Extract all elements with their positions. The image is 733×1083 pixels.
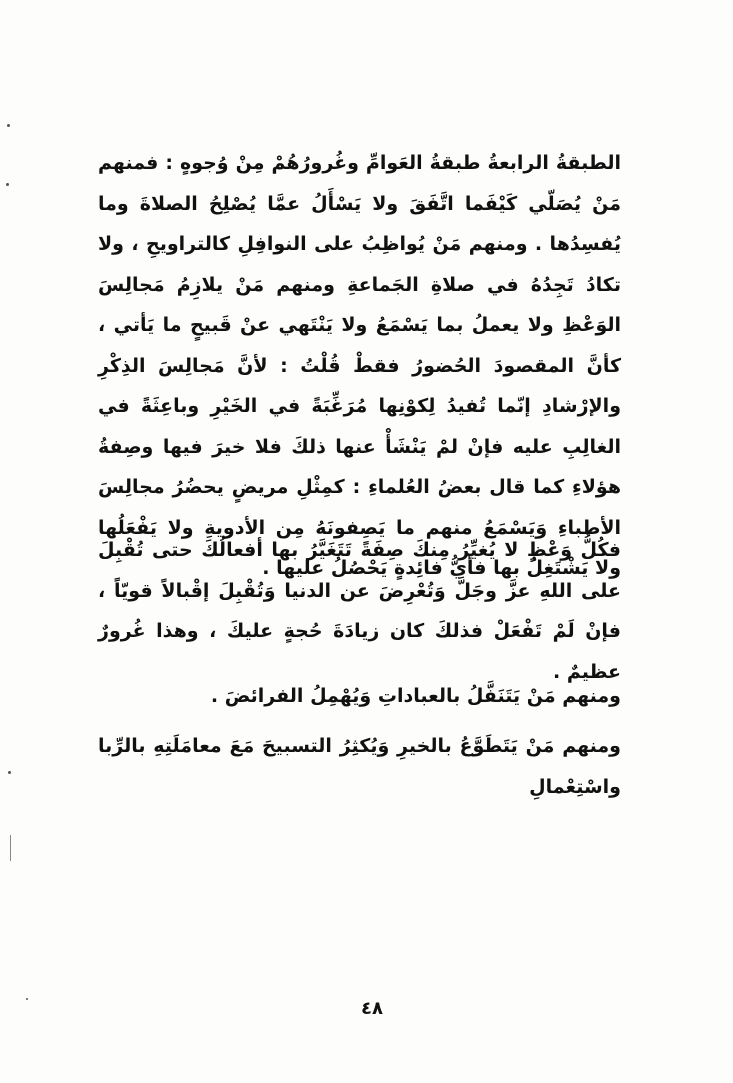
paragraph-text: فكُلُّ وَعْظٍ لا يُغيِّرُ مِنكَ صِفَةً تَتَغَيَّرُ بها أفعالُكَ حتى تُقْبِلَ على اللهِ عزَّ وجَلَّ وَتُعْرِضَ عن الدنيا وَتُقْبِلَ إقْبالاً قويّاً ، فإنْ لَمْ تَفْعَلْ فذلكَ كان زيادَةَ حُجةٍ عليكَ ، وهذا غُرورٌ عظيمٌ . — [98, 539, 621, 683]
main-text-paragraph-3 — [98, 676, 621, 717]
scan-speck — [26, 998, 28, 1000]
scan-speck — [6, 183, 9, 186]
page-number: ٤٨ — [361, 998, 383, 1019]
paragraph-text: الطبقةُ الرابعةُ طبقةُ العَوامِّ وغُرورُهُمْ مِنْ وُجوهٍ : فمنهم مَنْ يُصَلّي كَيْفَما اتَّفَقَ ولا يَسْأَلُ عمَّا يُصْلِحُ الصلاةَ وما يُفسِدُها . ومنهم مَنْ يُواظِبُ على النوافِلِ كالتراويحِ ، ولا تكادُ تَجِدُهُ في صلاةِ الجَماعةِ ومنهم مَنْ يلازِمُ مَجالِسَ الوَعْظِ ولا يعملُ بما يَسْمَعُ ولا يَنْتَهي عنْ قَبيحٍ ما يَأتي ، كأنَّ المقصودَ الحُضورُ فقطْ قُلْتُ : لأنَّ مَجالِسَ الذِكْرِ والإرْشادِ إنّما تُفيدُ لِكوْنِها مُرَغِّبَةً في الخَيْرِ وباعِثَةً في الغالِبِ عليه فإنْ لمْ يَنْشَأْ عنها ذلكَ فلا خيرَ فيها وصِفةُ هؤلاءِ كما قال بعضُ العُلماءِ : كمِثْلِ مريضٍ يحضُرُ مجالِسَ الأطباءِ وَيَسْمَعُ منهم ما يَصِفونَهُ مِن الأدويةِ ولا يَفْعَلُها ولا يَشْتَغِلُ بها فأيُّ فائِدةٍ يَحْصُلُ عليها . — [98, 152, 621, 579]
paragraph-text: ومنهم مَنْ يَتَنَفَّلُ بالعباداتِ وَيُهْمِلُ الفرائضَ . — [210, 685, 621, 707]
main-text-paragraph-1 — [98, 143, 621, 589]
scan-speck — [7, 124, 10, 127]
scan-margin-mark — [10, 835, 11, 861]
paragraph-text: ومنهم مَنْ يَتَطَوَّعُ بالخيرِ وَيُكثِرُ التسبيحَ مَعَ معامَلَتِهِ بالرِّبا واسْتِعْمالِ — [98, 735, 621, 798]
main-text-paragraph-2 — [98, 530, 621, 692]
scan-speck — [8, 771, 11, 774]
main-text-paragraph-4 — [98, 726, 621, 807]
